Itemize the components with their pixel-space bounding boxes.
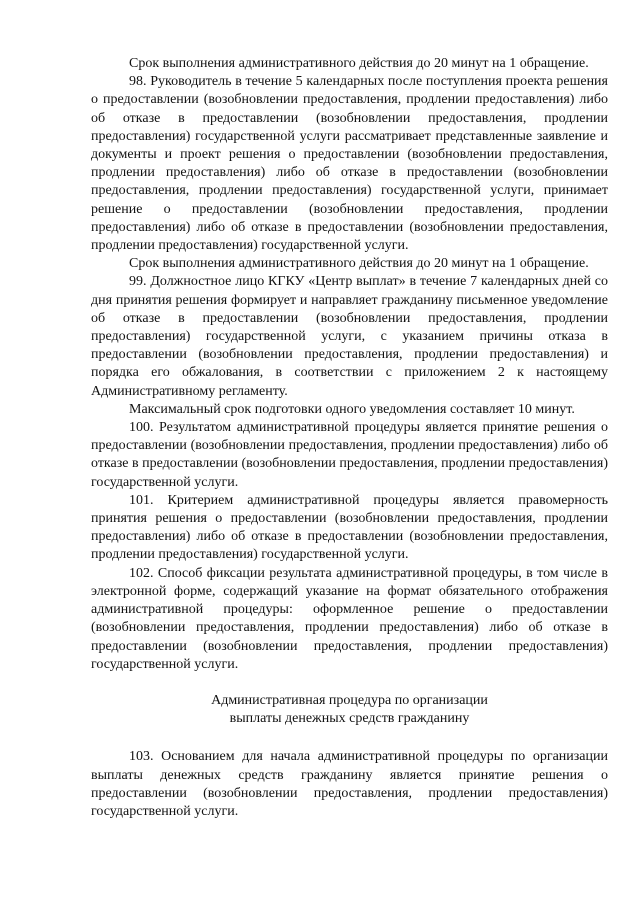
section-heading bbox=[91, 692, 608, 728]
paragraph-100: 100. Результатом административной процедуры является принятие решения о предоставлении (возобновлении предоставления, продлении предоставления) либо об отказе в предоставлении (возобновлении предоставления, продлении предоставления) государственной услуги. bbox=[91, 420, 608, 490]
document-page bbox=[91, 55, 608, 821]
section-heading-line-2: выплаты денежных средств гражданину bbox=[229, 711, 470, 727]
paragraph-98: 98. Руководитель в течение 5 календарных после поступления проекта решения о предоставлении (возобновлении предоставления, продлении предоставления) либо об отказе в предоставлении (возобновлении предоставления, продлении предоставления) государственной услуги рассматривает представленные заявление и документы и проект решения о предоставлении (возобновлении предоставления, продлении предоставления) либо об отказе в предоставлении (возобновлении предоставления, продлении предоставления) государственной услуги, принимает решение о предоставлении (возобновлении предоставления, продлении предоставления) либо об отказе в предоставлении (возобновлении предоставления, продлении предоставления) государственной услуги. bbox=[91, 74, 608, 254]
section-heading-line-1: Административная процедура по организации bbox=[211, 692, 488, 708]
paragraph-deadline-2: Срок выполнения административного действия до 20 минут на 1 обращение. bbox=[129, 256, 589, 272]
paragraph-103: 103. Основанием для начала административной процедуры по организации выплаты денежных средств гражданину является принятие решения о предоставлении (возобновлении предоставления, продлении предоставления) государственной услуги. bbox=[91, 749, 608, 819]
paragraph-max-term: Максимальный срок подготовки одного уведомления составляет 10 минут. bbox=[129, 401, 575, 417]
paragraph-99: 99. Должностное лицо КГКУ «Центр выплат» в течение 7 календарных дней со дня принятия решения формирует и направляет гражданину письменное уведомление об отказе в предоставлении (возобновлении предоставления, продлении предоставления) государственной услуги, с указанием причины отказа в предоставлении (возобновлении предоставления, продлении предоставления) и порядка его обжалования, в соответствии с приложением 2 к настоящему Административному регламенту. bbox=[91, 274, 608, 399]
paragraph-101: 101. Критерием административной процедуры является правомерность принятия решения о предоставлении (возобновлении предоставления, продлении предоставления) либо об отказе в предоставлении (возобновлении предоставления, продлении предоставления) государственной услуги. bbox=[91, 492, 608, 563]
paragraph-102: 102. Способ фиксации результата административной процедуры, в том числе в электронной форме, содержащий указание на формат обязательного отображения административной процедуры: оформленное решение о предоставлении (возобновлении предоставления, продлении предоставления) либо об отказе в предоставлении (возобновлении предоставления, продлении предоставления) государственной услуги. bbox=[91, 565, 608, 672]
paragraph-deadline-1: Срок выполнения административного действия до 20 минут на 1 обращение. bbox=[129, 56, 589, 71]
